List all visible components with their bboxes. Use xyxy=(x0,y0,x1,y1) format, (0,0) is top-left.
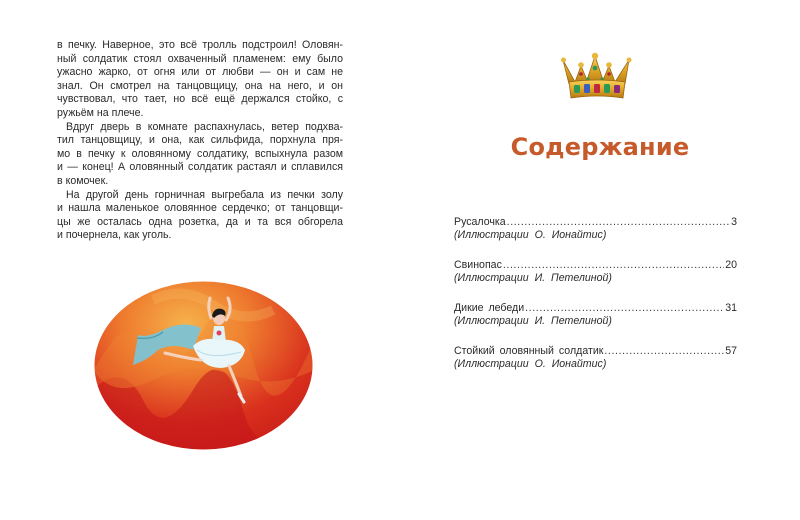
toc-link[interactable] xyxy=(454,216,737,229)
text-line: ужасно жарко, от огня или от любви — он и сам не xyxy=(57,66,343,79)
toc-entry-title: Дикие лебеди xyxy=(454,302,525,314)
toc-page-number: 57 xyxy=(725,345,737,357)
dot-leader xyxy=(525,302,724,315)
text-line: и — конец! А оловянный солдатик растаял и сплавился xyxy=(57,161,343,174)
right-page xyxy=(400,0,800,520)
text-line: знал. Он смотрел на танцовщицу, она на него, и он xyxy=(57,79,343,92)
toc-illustrator-credit: (Иллюстрации И. Петелиной) xyxy=(454,315,612,327)
toc-entry xyxy=(454,216,737,242)
toc-entry-title: Свинопас xyxy=(454,259,502,271)
page-title: Содержание xyxy=(510,133,690,161)
toc-illustrator-credit: (Иллюстрации О. Ионайтис) xyxy=(454,229,607,241)
toc-entry-title: Русалочка xyxy=(454,216,506,228)
text-line: и почернела, как уголь. xyxy=(57,229,172,242)
paragraph-1 xyxy=(57,39,343,121)
toc-link[interactable] xyxy=(454,259,737,272)
toc-page-number: 31 xyxy=(725,302,737,314)
toc-entry-title: Стойкий оловянный солдатик xyxy=(454,345,604,357)
toc-page-number: 3 xyxy=(731,216,737,228)
text-line: ружьём на плече. xyxy=(57,106,144,119)
table-of-contents xyxy=(454,216,737,388)
text-line: ный солдатик стоял охваченный пламенем: ему было xyxy=(57,52,343,65)
toc-link[interactable] xyxy=(454,345,737,358)
toc-entry xyxy=(454,259,737,285)
paragraph-2 xyxy=(57,121,343,189)
text-line: в печку. Наверное, это всё тролль подстроил! Оловян- xyxy=(57,39,343,51)
text-line: и нашла маленькое оловянное сердечко; от танцовщи- xyxy=(57,202,343,215)
toc-entry xyxy=(454,302,737,328)
text-line: Вдруг дверь в комнате распахнулась, ветер подхва- xyxy=(66,120,343,133)
text-line: На другой день горничная выгребала из печки золу xyxy=(66,188,343,201)
text-line: цы же осталась одна розетка, да и та вся обгорела xyxy=(57,215,343,228)
toc-illustrator-credit: (Иллюстрации И. Петелиной) xyxy=(454,272,612,284)
toc-illustrator-credit: (Иллюстрации О. Ионайтис) xyxy=(454,358,607,370)
text-line: чувствовал, что тает, но всё ещё держался стойко, с xyxy=(57,93,343,106)
toc-entry xyxy=(454,345,737,371)
toc-link[interactable] xyxy=(454,302,737,315)
text-line: мо в печку к оловянному солдатику, вспыхнула разом xyxy=(57,147,343,160)
story-text xyxy=(57,39,343,243)
dot-leader xyxy=(604,345,724,358)
toc-page-number: 20 xyxy=(725,259,737,271)
crown-icon xyxy=(561,52,633,100)
dot-leader xyxy=(503,259,724,272)
dot-leader xyxy=(507,216,730,229)
paragraph-3 xyxy=(57,189,343,243)
text-line: тил танцовщицу, и она, как сильфида, порхнула пря- xyxy=(57,134,343,147)
text-line: в комочек. xyxy=(57,174,109,187)
ballerina-in-flames-illustration xyxy=(93,280,314,451)
